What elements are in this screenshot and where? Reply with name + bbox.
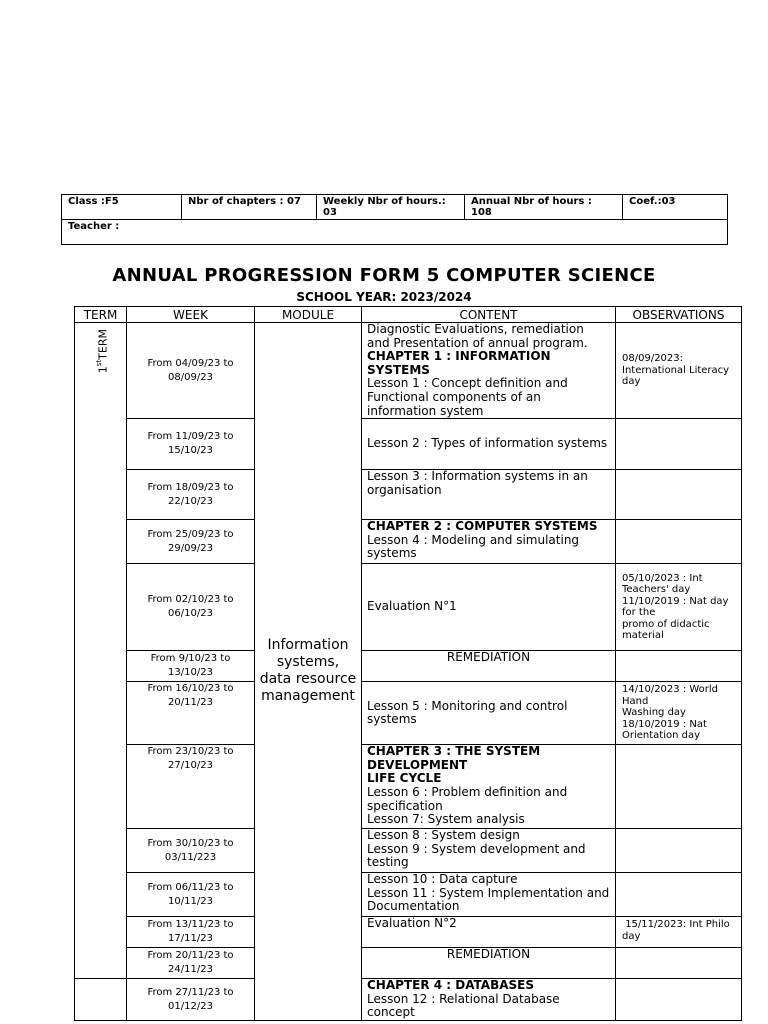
content-cell: Lesson 2 : Types of information systems	[362, 419, 616, 470]
week-cell: From 23/10/23 to 27/10/23	[127, 745, 255, 829]
week-cell: From 16/10/23 to 20/11/23	[127, 682, 255, 745]
content-cell: Lesson 8 : System design Lesson 9 : System development and testing	[362, 829, 616, 873]
table-row	[75, 873, 742, 917]
content-cell: Lesson 3 : Information systems in an organisation	[362, 470, 616, 520]
table-row	[75, 520, 742, 564]
week-cell: From 30/10/23 to 03/11/223	[127, 829, 255, 873]
observation-cell	[616, 829, 742, 873]
content-cell: Diagnostic Evaluations, remediation and Presentation of annual program. CHAPTER 1 : INFORMATION SYSTEMS Lesson 1 : Concept definition and Functional components of an information system	[362, 323, 616, 419]
table-row	[75, 470, 742, 520]
progression-table	[74, 306, 742, 1021]
observation-cell	[616, 745, 742, 829]
module-cell: Information systems, data resource management	[255, 323, 362, 1021]
week-cell: From 04/09/23 to 08/09/23	[127, 323, 255, 419]
observation-cell: 05/10/2023 : Int Teachers' day 11/10/2019 : Nat day for the promo of didactic material	[616, 564, 742, 651]
table-row	[75, 419, 742, 470]
header-module: MODULE	[255, 307, 362, 323]
observation-cell	[616, 873, 742, 917]
observation-cell	[616, 948, 742, 979]
class-cell: Class :F5	[62, 195, 182, 220]
week-cell: From 18/09/23 to 22/10/23	[127, 470, 255, 520]
teacher-cell: Teacher :	[62, 220, 728, 245]
header-week: WEEK	[127, 307, 255, 323]
course-info-table	[61, 194, 728, 245]
week-cell: From 02/10/23 to 06/10/23	[127, 564, 255, 651]
document-title: ANNUAL PROGRESSION FORM 5 COMPUTER SCIENCE	[112, 265, 656, 286]
observation-cell	[616, 419, 742, 470]
table-row	[75, 917, 742, 948]
table-row	[75, 323, 742, 419]
content-cell: Evaluation N°2	[362, 917, 616, 948]
chapters-count-cell: Nbr of chapters : 07	[182, 195, 317, 220]
week-cell: From 25/09/23 to 29/09/23	[127, 520, 255, 564]
week-cell: From 13/11/23 to 17/11/23	[127, 917, 255, 948]
week-cell: From 9/10/23 to 13/10/23	[127, 651, 255, 682]
content-cell: REMEDIATION	[362, 651, 616, 682]
coefficient-cell: Coef.:03	[623, 195, 728, 220]
table-row	[75, 979, 742, 1021]
week-cell: From 11/09/23 to 15/10/23	[127, 419, 255, 470]
content-cell: CHAPTER 2 : COMPUTER SYSTEMS Lesson 4 : Modeling and simulating systems	[362, 520, 616, 564]
school-year: SCHOOL YEAR: 2023/2024	[296, 290, 472, 304]
observation-cell: 15/11/2023: Int Philo day	[616, 917, 742, 948]
observation-cell	[616, 979, 742, 1021]
observation-cell	[616, 470, 742, 520]
content-cell: Evaluation N°1	[362, 564, 616, 651]
term-cell-empty	[75, 979, 127, 1021]
content-cell: Lesson 5 : Monitoring and control systems	[362, 682, 616, 745]
weekly-hours-cell: Weekly Nbr of hours.: 03	[317, 195, 465, 220]
content-cell: Lesson 10 : Data capture Lesson 11 : System Implementation and Documentation	[362, 873, 616, 917]
term-label: 1stTERM	[95, 329, 110, 374]
content-cell: REMEDIATION	[362, 948, 616, 979]
table-row	[75, 651, 742, 682]
header-row	[75, 307, 742, 323]
week-cell: From 27/11/23 to 01/12/23	[127, 979, 255, 1021]
observation-cell	[616, 651, 742, 682]
table-row	[75, 745, 742, 829]
table-row	[75, 564, 742, 651]
content-cell: CHAPTER 4 : DATABASES Lesson 12 : Relational Database concept	[362, 979, 616, 1021]
table-row	[75, 829, 742, 873]
header-observations: OBSERVATIONS	[616, 307, 742, 323]
annual-hours-cell: Annual Nbr of hours : 108	[465, 195, 623, 220]
week-cell: From 20/11/23 to 24/11/23	[127, 948, 255, 979]
table-row	[75, 948, 742, 979]
table-row	[75, 682, 742, 745]
observation-cell: 08/09/2023: International Literacy day	[616, 323, 742, 419]
content-cell: CHAPTER 3 : THE SYSTEM DEVELOPMENT LIFE CYCLE Lesson 6 : Problem definition and specification Lesson 7: System analysis	[362, 745, 616, 829]
observation-cell	[616, 520, 742, 564]
header-content: CONTENT	[362, 307, 616, 323]
term-cell	[75, 323, 127, 979]
week-cell: From 06/11/23 to 10/11/23	[127, 873, 255, 917]
observation-cell: 14/10/2023 : World Hand Washing day 18/10/2019 : Nat Orientation day	[616, 682, 742, 745]
header-term: TERM	[75, 307, 127, 323]
